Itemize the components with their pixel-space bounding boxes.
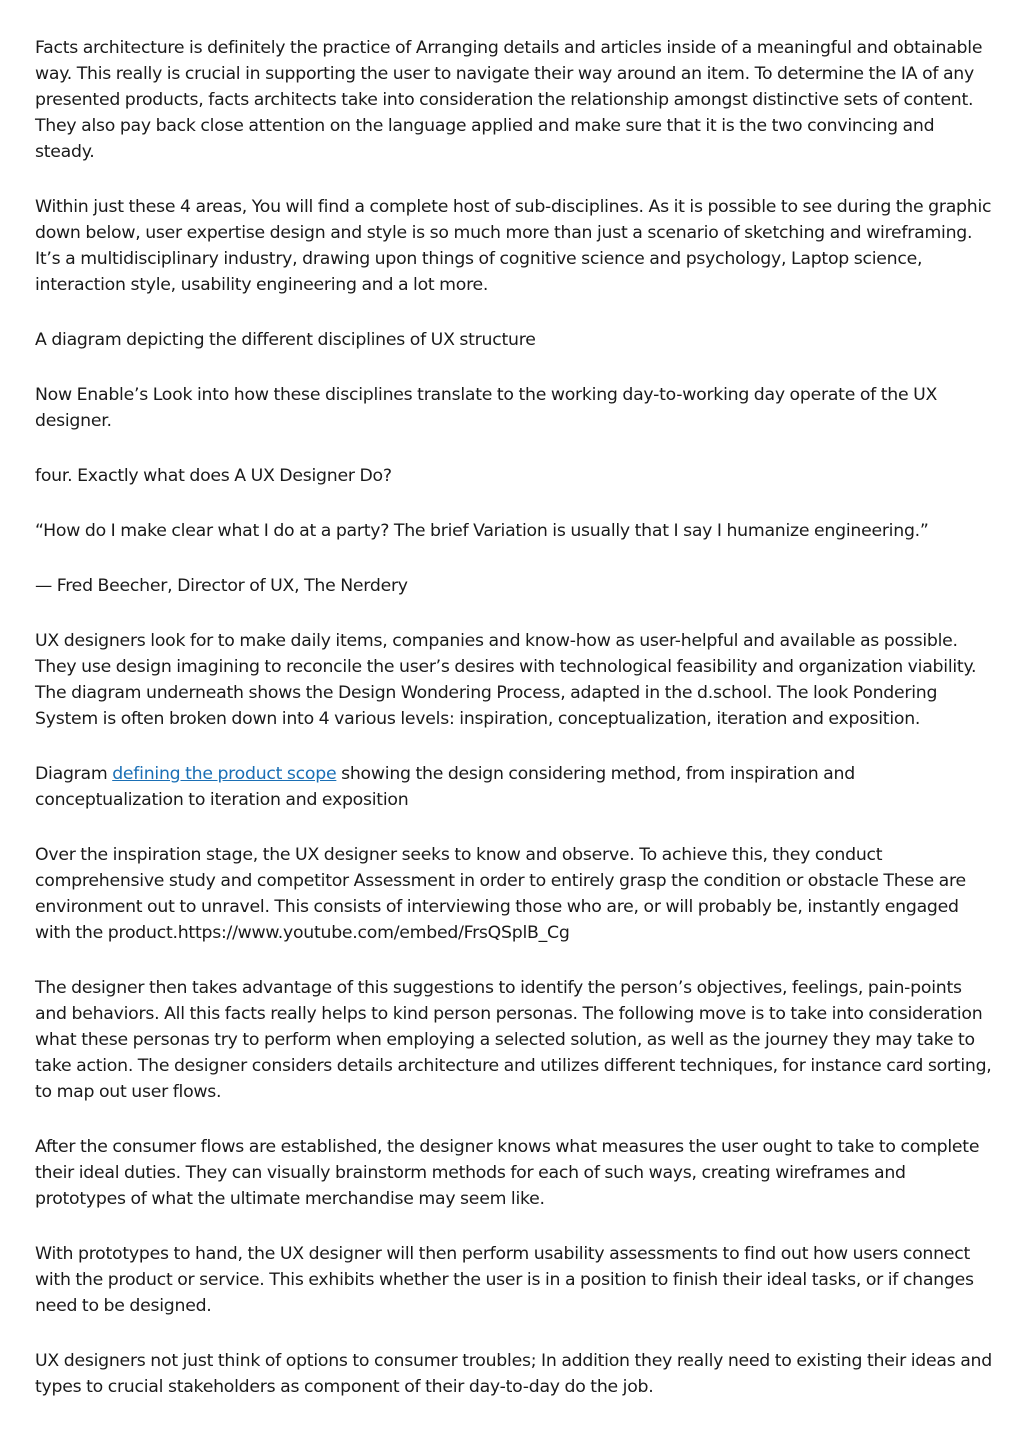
paragraph-stakeholders: UX designers not just think of options to consumer troubles; In addition they really need to existing their ideas and types to crucial stakeholders as component of their day-to-day do the job. xyxy=(35,1351,992,1397)
article-body xyxy=(35,35,995,1429)
paragraph-inspiration-stage: Over the inspiration stage, the UX designer seeks to know and observe. To achieve this, they conduct comprehensive study and competitor Assessment in order to entirely grasp the condition or obstacle These are environment out to unravel. This consists of interviewing those who are, or will probably be, instantly engaged with the product.https://www.youtube.com/embed/FrsQSplB_Cg xyxy=(35,845,966,943)
image-caption-design-thinking xyxy=(35,761,995,813)
caption-suffix: showing the design considering method, from inspiration and conceptualization to iteration and exposition xyxy=(35,764,855,810)
paragraph-information-architecture: Facts architecture is definitely the practice of Arranging details and articles inside of a meaningful and obtainable way. This really is crucial in supporting the user to navigate their way around an item. To determine the IA of any presented products, facts architects take into consideration the relationship amongst distinctive sets of content. They also pay back close attention on the language applied and make sure that it is the two convincing and steady. xyxy=(35,38,983,162)
paragraph-ux-designers-purpose: UX designers look for to make daily items, companies and know-how as user-helpful and available as possible. They use design imagining to reconcile the user’s desires with technological feasibility and organization viability. The diagram underneath shows the Design Wondering Process, adapted in the d.school. The look Pondering System is often broken down into 4 various levels: inspiration, conceptualization, iteration and exposition. xyxy=(35,631,977,729)
image-caption-disciplines: A diagram depicting the different disciplines of UX structure xyxy=(35,330,536,350)
link-defining-product-scope[interactable]: defining the product scope xyxy=(112,764,337,784)
caption-prefix: Diagram xyxy=(35,764,113,784)
section-heading-what-does-ux-designer-do: four. Exactly what does A UX Designer Do? xyxy=(35,466,392,486)
paragraph-personas: The designer then takes advantage of this suggestions to identify the person’s objectives, feelings, pain-points and behaviors. All this facts really helps to kind person personas. The following move is to take into consideration what these personas try to perform when employing a selected solution, as well as the journey they may take to take action. The designer considers details architecture and utilizes different techniques, for instance card sorting, to map out user flows. xyxy=(35,978,992,1102)
quote-attribution: — Fred Beecher, Director of UX, The Nerdery xyxy=(35,576,408,596)
quote-text: “How do I make clear what I do at a party? The brief Variation is usually that I say I humanize engineering.” xyxy=(35,521,929,541)
paragraph-user-flows: After the consumer flows are established, the designer knows what measures the user ought to take to complete their ideal duties. They can visually brainstorm methods for each of such ways, creating wireframes and prototypes of what the ultimate merchandise may seem like. xyxy=(35,1137,980,1209)
paragraph-transition: Now Enable’s Look into how these disciplines translate to the working day-to-working day operate of the UX designer. xyxy=(35,385,938,431)
paragraph-sub-disciplines: Within just these 4 areas, You will find a complete host of sub-disciplines. As it is possible to see during the graphic down below, user expertise design and style is so much more than just a scenario of sketching and wireframing. It’s a multidisciplinary industry, drawing upon things of cognitive science and psychology, Laptop science, interaction style, usability engineering and a lot more. xyxy=(35,197,992,295)
paragraph-usability-testing: With prototypes to hand, the UX designer will then perform usability assessments to find out how users connect with the product or service. This exhibits whether the user is in a position to finish their ideal tasks, or if changes need to be designed. xyxy=(35,1244,974,1316)
